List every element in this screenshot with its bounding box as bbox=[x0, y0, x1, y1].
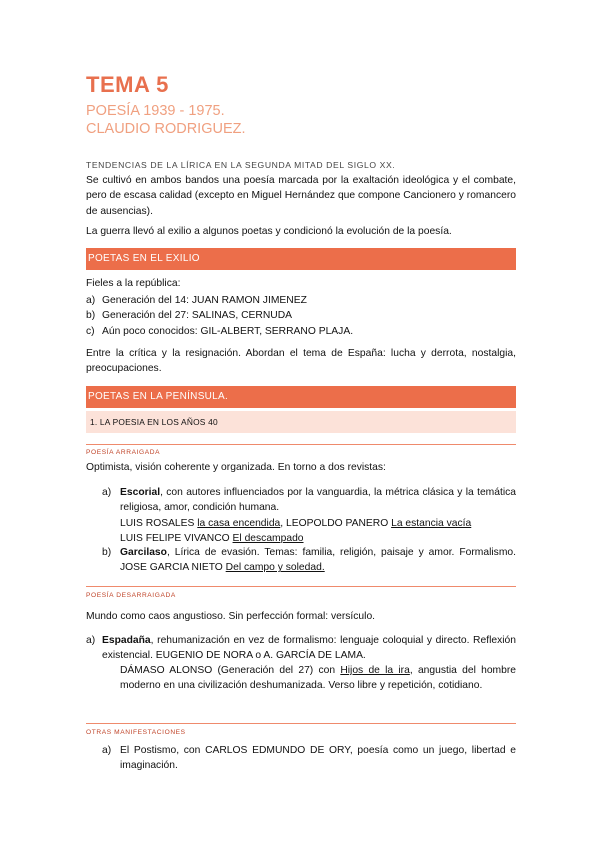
banner-poetas-exilio: POETAS EN EL EXILIO bbox=[86, 248, 516, 270]
intro-paragraph-1: Se cultivó en ambos bandos una poesía marcada por la exaltación ideológica y el combate, pero de escasa calidad (excepto en Miguel Hernández que compone Cancionero y romancero de ausencias). bbox=[86, 175, 516, 217]
page-title: TEMA 5 bbox=[86, 72, 169, 97]
subsection-poesia-anos-40: 1. LA POESIA EN LOS AÑOS 40 bbox=[86, 411, 516, 433]
list-item: a) Generación del 14: JUAN RAMON JIMENEZ bbox=[86, 295, 307, 306]
arraigada-item-escorial: a) Escorial, con autores influenciados por la vanguardia, la métrica clásica y la temática religiosa, amor, condición humana. LUIS ROSALES la casa encendida, LEOPOLDO PANERO La estancia vacía LUIS FELIPE VIVANCO El descampado bbox=[102, 487, 516, 545]
exilio-lead: Fieles a la república: bbox=[86, 278, 181, 289]
exilio-list bbox=[86, 293, 353, 339]
page-subtitle bbox=[86, 102, 246, 138]
list-item: b) Generación del 27: SALINAS, CERNUDA bbox=[86, 310, 293, 322]
arraigada-item-garcilaso: b) Garcilaso, Lírica de evasión. Temas: familia, religión, paisaje y amor. Formalismo. JOSE GARCIA NIETO Del campo y soledad. bbox=[102, 547, 516, 574]
desarraigada-item-damaso: DÁMASO ALONSO (Generación del 27) con Hijos de la ira, angustia del hombre moderno en una civilización deshumanizada. Verso libre y repetición, cotidiano. bbox=[120, 665, 517, 692]
desarraigada-item-espadana: a) Espadaña, rehumanización en vez de formalismo: lenguaje coloquial y directo. Reflexión existencial. EUGENIO DE NORA o A. GARCÍA DE LAMA. bbox=[86, 635, 516, 662]
divider bbox=[86, 723, 516, 724]
arraigada-lead: Optimista, visión coherente y organizada. En torno a dos revistas: bbox=[86, 462, 386, 473]
heading-poesia-arraigada: POESÍA ARRAIGADA bbox=[86, 449, 161, 456]
subtitle-line-2: CLAUDIO RODRIGUEZ. bbox=[86, 121, 246, 137]
otras-item-postismo: a) El Postismo, con CARLOS EDMUNDO DE ORY, poesía como un juego, libertad e imaginación. bbox=[102, 745, 516, 772]
heading-otras-manifestaciones: OTRAS MANIFESTACIONES bbox=[86, 729, 186, 736]
section-heading-tendencias: TENDENCIAS DE LA LÍRICA EN LA SEGUNDA MITAD DEL SIGLO XX. bbox=[86, 160, 396, 170]
divider bbox=[86, 444, 516, 445]
banner-poetas-peninsula: POETAS EN LA PENÍNSULA. bbox=[86, 386, 516, 408]
desarraigada-lead: Mundo como caos angustioso. Sin perfección formal: versículo. bbox=[86, 611, 376, 622]
list-item: c) Aún poco conocidos: GIL-ALBERT, SERRANO PLAJA. bbox=[86, 325, 354, 337]
intro-paragraph-2: La guerra llevó al exilio a algunos poetas y condicionó la evolución de la poesía. bbox=[86, 226, 452, 237]
divider bbox=[86, 586, 516, 587]
exilio-closing: Entre la crítica y la resignación. Abordan el tema de España: lucha y derrota, nostalgia, preocupaciones. bbox=[86, 348, 516, 375]
subtitle-line-1: POESÍA 1939 - 1975. bbox=[86, 103, 225, 119]
heading-poesia-desarraigada: POESÍA DESARRAIGADA bbox=[86, 592, 176, 599]
